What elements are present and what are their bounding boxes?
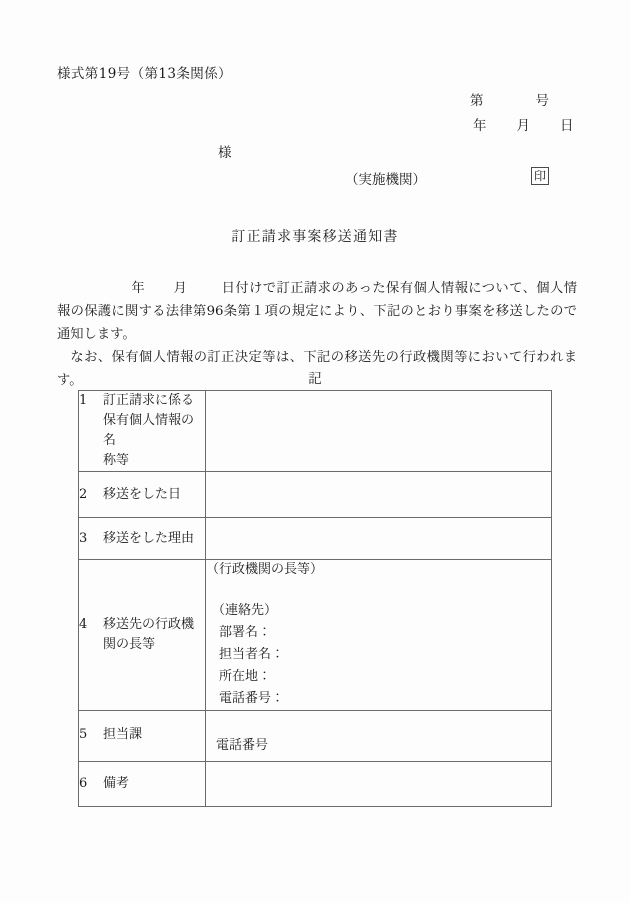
row-4-label-line1: 移送先の行政機 <box>103 617 195 632</box>
row-4-label <box>79 560 206 711</box>
contact-person-field[interactable]: 担当者名： <box>219 647 285 662</box>
document-number-prefix: 第 <box>470 93 484 109</box>
row-4-number: 4 <box>79 617 88 632</box>
table-row <box>79 560 552 711</box>
row-6-label-line1: 備考 <box>103 776 130 791</box>
table-row <box>79 472 552 518</box>
row-1-label-line2: 保有個人情報の名 <box>103 413 195 448</box>
row-6-label <box>79 762 206 807</box>
row-6-number: 6 <box>79 776 88 791</box>
table-row <box>79 518 552 560</box>
form-items-table <box>78 390 552 807</box>
row-5-label-line1: 担当課 <box>103 727 143 742</box>
document-number-suffix: 号 <box>535 93 549 109</box>
row-6-value[interactable] <box>206 762 552 807</box>
row-5-number: 5 <box>79 727 88 742</box>
row-1-label-line1: 訂正請求に係る <box>103 393 195 408</box>
row-2-label <box>79 472 206 518</box>
contact-department-field[interactable]: 部署名： <box>219 625 272 640</box>
form-number: 様式第19号（第13条関係） <box>57 66 232 82</box>
document-title: 訂正請求事案移送通知書 <box>231 229 399 245</box>
row-2-label-line1: 移送をした日 <box>103 486 182 502</box>
contact-address-field[interactable]: 所在地： <box>219 669 272 684</box>
row-3-label <box>79 518 206 560</box>
body-line-1 <box>57 277 577 346</box>
row-5-label <box>79 711 206 762</box>
row-2-number: 2 <box>79 486 88 502</box>
addressee-line: 様 <box>218 145 232 161</box>
body-main-text: 日付けで訂正請求のあった保有個人情報について、個人情報の保護に関する法律第96条第１項の規定により、下記のとおり事案を移送したので通知します。 <box>57 281 578 342</box>
agency-head-label: （行政機関の長等） <box>206 562 324 577</box>
row-1-label <box>79 391 206 472</box>
row-5-value[interactable] <box>206 711 552 762</box>
row-4-label-line2: 関の長等 <box>103 637 156 652</box>
row-3-number: 3 <box>79 530 88 546</box>
body-date-month: 月 <box>173 281 188 296</box>
document-number-field <box>470 89 549 109</box>
row-4-value[interactable] <box>206 560 552 711</box>
row-5-phone-label: 電話番号 <box>216 738 269 753</box>
table-row <box>79 391 552 472</box>
ki-marker: 記 <box>308 371 322 387</box>
table-row <box>79 762 552 807</box>
table-row <box>79 711 552 762</box>
contact-field-list <box>206 622 551 710</box>
contact-phone-field[interactable]: 電話番号： <box>219 691 285 706</box>
row-1-label-line3: 称等 <box>103 453 130 468</box>
date-day-label: 日 <box>560 118 574 134</box>
body-date-year: 年 <box>131 281 146 296</box>
row-3-label-line1: 移送をした理由 <box>103 530 195 546</box>
row-2-value[interactable] <box>206 472 552 518</box>
seal-stamp-box: 印 <box>531 167 549 185</box>
body-note-text: なお、保有個人情報の訂正決定等は、下記の移送先の行政機関等において行われます。 <box>57 350 577 388</box>
row-1-number: 1 <box>79 393 88 408</box>
date-month-label: 月 <box>516 118 530 134</box>
contact-section-label: （連絡先） <box>212 603 278 618</box>
row-1-value[interactable] <box>206 391 552 472</box>
row-3-value[interactable] <box>206 518 552 560</box>
date-year-label: 年 <box>473 118 487 134</box>
issue-date-field <box>473 114 574 134</box>
issuing-agency-label: （実施機関） <box>345 172 426 188</box>
